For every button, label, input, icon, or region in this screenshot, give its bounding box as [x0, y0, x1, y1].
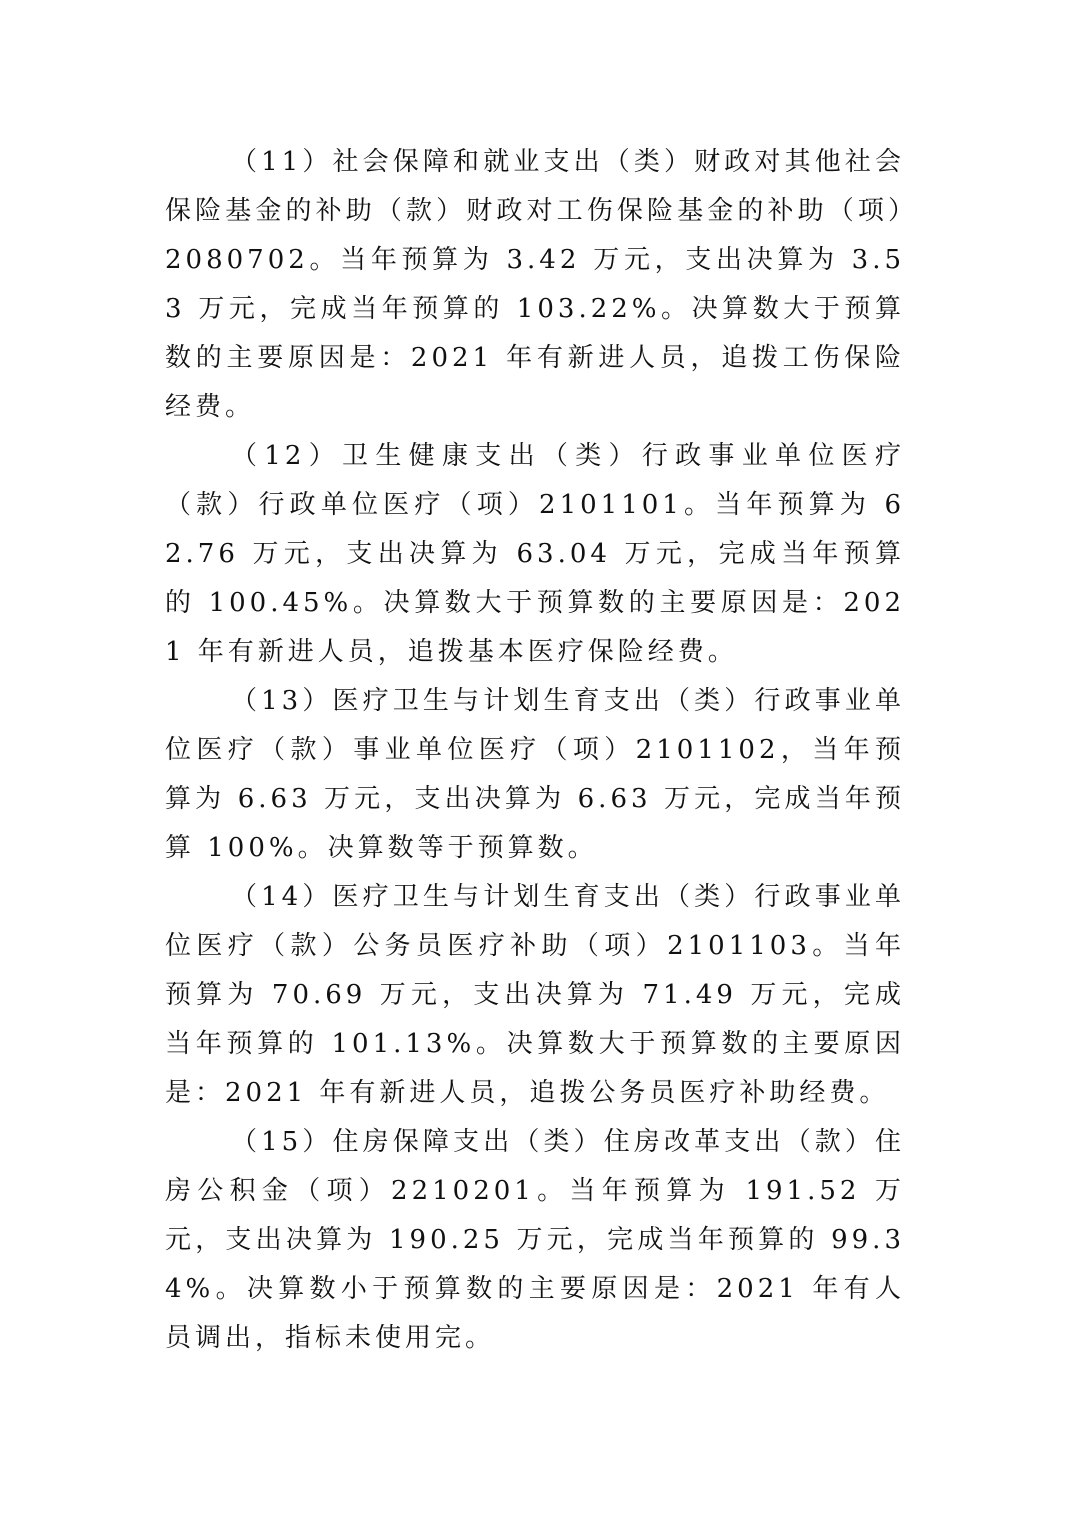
document-body	[165, 138, 905, 1363]
paragraph-15: （15）住房保障支出（类）住房改革支出（款）住房公积金（项）2210201。当年预算为 191.52 万元，支出决算为 190.25 万元，完成当年预算的 99.34%。决算数小于预算数的主要原因是：2021 年有人员调出，指标未使用完。	[165, 1127, 905, 1353]
paragraph-13: （13）医疗卫生与计划生育支出（类）行政事业单位医疗（款）事业单位医疗（项）2101102，当年预算为 6.63 万元，支出决算为 6.63 万元，完成当年预算 100%。决算数等于预算数。	[165, 686, 905, 863]
paragraph-14: （14）医疗卫生与计划生育支出（类）行政事业单位医疗（款）公务员医疗补助（项）2101103。当年预算为 70.69 万元，支出决算为 71.49 万元，完成当年预算的 101.13%。决算数大于预算数的主要原因是：2021 年有新进人员，追拨公务员医疗补助经费。	[165, 882, 905, 1108]
paragraph-12: （12）卫生健康支出（类）行政事业单位医疗（款）行政单位医疗（项）2101101。当年预算为 62.76 万元，支出决算为 63.04 万元，完成当年预算的 100.45%。决算数大于预算数的主要原因是：2021 年有新进人员，追拨基本医疗保险经费。	[165, 441, 905, 667]
paragraph-11: （11）社会保障和就业支出（类）财政对其他社会保险基金的补助（款）财政对工伤保险基金的补助（项）2080702。当年预算为 3.42 万元，支出决算为 3.53 万元，完成当年预算的 103.22%。决算数大于预算数的主要原因是：2021 年有新进人员，追拨工伤保险经费。	[165, 147, 905, 422]
